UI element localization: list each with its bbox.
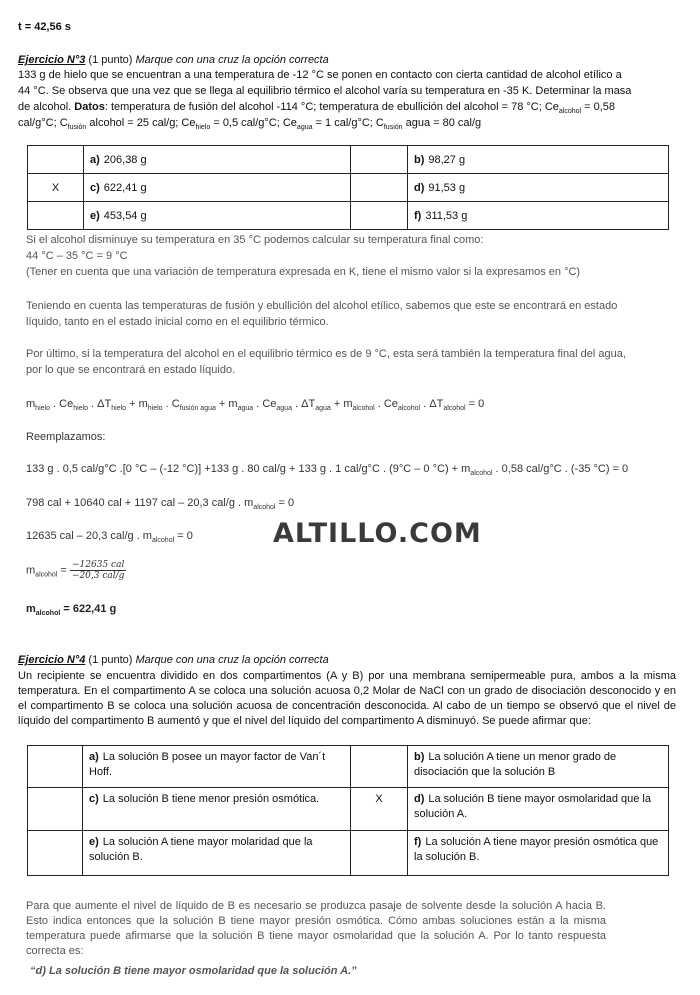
reemplazamos-label: Reemplazamos: — [26, 431, 106, 443]
ex4-options-table — [27, 745, 669, 876]
option-f: f) La solución A tiene mayor presión osmótica que la solución B. — [408, 831, 669, 876]
mark-cell-c[interactable]: X — [28, 174, 84, 202]
ex3-statement-3: de alcohol. Datos: temperatura de fusión del alcohol -114 °C; temperatura de ebullición del alcohol = 78 °C; $Ce_{alcohol} = 0,58$ — [18, 101, 616, 116]
ex3-data-line: : temperatura de fusión del alcohol -114 °C; temperatura de ebullición del alcohol = 78 °C; Ce — [104, 101, 559, 113]
options-row — [28, 831, 669, 876]
mark-cell-b[interactable] — [351, 146, 408, 174]
options-row — [28, 174, 669, 202]
ex3-title-points: (1 punto) — [85, 54, 136, 66]
option-e: e) La solución A tiene mayor molaridad que la solución B. — [83, 831, 351, 876]
mark-cell-e[interactable] — [28, 831, 83, 876]
ex4-statement: Un recipiente se encuentra dividido en dos compartimentos (A y B) por una membrana semipermeable pura, ambos a la misma temperatura. En el compartimento A se coloca una solución acuosa 0,2 Molar de NaCl con un grado de disociación desconocido y en el compartimento B se coloca una solución acuosa de concentración desconocida. Al cabo de un tiempo se observó que el nivel de líquido del compartimento B aumentó y que el nivel del líquido del compartimento A disminuyó. Se puede afirmar que: — [18, 670, 676, 727]
equation-step4: 12635 cal – 20,3 cal/g . $m_{alcohol} = 0$ — [26, 530, 193, 545]
options-row — [28, 202, 669, 230]
option-a: a) 206,38 g — [84, 146, 351, 174]
equation-fraction: $m_{alcohol}$ = $\frac{\text{−12635 cal}}{\text{−20,3 cal/g}}$ — [26, 560, 125, 581]
mark-cell-a[interactable] — [28, 746, 83, 788]
equation-step3: 798 cal + 10640 cal + 1197 cal – 20,3 cal/g . $m_{alcohol} = 0$ — [26, 497, 295, 512]
altillo-watermark: ALTILLO.COM — [273, 518, 482, 549]
option-f: f) 311,53 g — [408, 202, 669, 230]
ex4-title — [18, 653, 329, 668]
option-b: b) La solución A tiene un menor grado de disociación que la solución B — [408, 746, 669, 788]
ex3-expl1-line2: 44 °C – 35 °C = 9 °C — [26, 250, 128, 262]
option-d: d) La solución B tiene mayor osmolaridad que la solución A. — [408, 788, 669, 831]
fraction: $\frac{\text{−12635 cal}}{\text{−20,3 cal/g}}$ — [71, 560, 125, 581]
mark-cell-f[interactable] — [351, 202, 408, 230]
options-row — [28, 788, 669, 831]
ex4-title-points: (1 punto) — [85, 654, 136, 666]
option-d: d) 91,53 g — [408, 174, 669, 202]
option-a: a) La solución B posee un mayor factor de Van´t Hoff. — [83, 746, 351, 788]
ex3-expl3-line2: por lo que se encontrará en estado líquido. — [26, 364, 236, 376]
mark-cell-d[interactable]: X — [351, 788, 408, 831]
result: $m_{alcohol} = 622,41$ g — [26, 603, 117, 618]
options-row — [28, 746, 669, 788]
option-c: c) La solución B tiene menor presión osmótica. — [83, 788, 351, 831]
ex3-statement-1: 133 g de hielo que se encuentran a una temperatura de -12 °C se ponen en contacto con cierta cantidad de alcohol etílico a — [18, 69, 622, 81]
ex4-title-instruction: Marque con una cruz la opción correcta — [135, 654, 329, 666]
top-result: t = 42,56 s — [18, 21, 71, 33]
option-c: c) 622,41 g — [84, 174, 351, 202]
ex3-title-instruction: Marque con una cruz la opción correcta — [135, 54, 329, 66]
option-b: b) 98,27 g — [408, 146, 669, 174]
ex3-statement-3-text: de alcohol. — [18, 101, 72, 113]
ex3-expl3-line1: Por último, si la temperatura del alcohol en el equilibrio térmico es de 9 °C, esta será también la temperatura final del agua, — [26, 348, 626, 360]
mark-cell-e[interactable] — [28, 202, 84, 230]
equation-substituted: 133 g . 0,5 cal/g°C .[0 °C – (-12 °C)] +133 g . 80 cal/g + 133 g . 1 cal/g°C . (9°C – 0 $^\circ C) + m_{alcohol}$ . 0,58 cal/g°C . (-35 °C) = 0 — [26, 463, 629, 478]
mark-cell-b[interactable] — [351, 746, 408, 788]
mark-cell-c[interactable] — [28, 788, 83, 831]
ex3-expl2-line2: líquido, tanto en el estado inicial como en el equilibrio térmico. — [26, 316, 329, 328]
ex3-expl1-line1: Si el alcohol disminuye su temperatura en 35 °C podemos calcular su temperatura final como: — [26, 234, 484, 246]
ex3-expl1-line3: (Tener en cuenta que una variación de temperatura expresada en K, tiene el mismo valor si la expresamos en °C) — [26, 266, 581, 278]
mark-cell-f[interactable] — [351, 831, 408, 876]
ex3-title — [18, 53, 329, 68]
ex3-options-table — [27, 145, 669, 230]
options-row — [28, 146, 669, 174]
ex3-data-label: Datos — [74, 101, 105, 113]
ex4-answer: “d) La solución B tiene mayor osmolaridad que la solución A.” — [30, 965, 357, 977]
ex3-data-line2: cal/g°C; $C_{fusión}$ alcohol = 25 cal/g; $Ce_{hielo} = 0,5$ cal/g°C; $Ce_{agua} = 1$ cal/g°C; $C_{fusión}$ agua = 80 cal/g — [18, 117, 482, 132]
ex3-expl2-line1: Teniendo en cuenta las temperaturas de fusión y ebullición del alcohol etílico, sabemos que este se encontrará en estado — [26, 300, 618, 312]
mark-cell-d[interactable] — [351, 174, 408, 202]
ex4-explanation: Para que aumente el nivel de líquido de B es necesario se produzca pasaje de solvente desde la solución A hacia B. Esto indica entonces que la solución B tiene mayor presión osmótica. Cómo ambas soluciones están a la misma temperatura puede afirmarse que la solución B tiene mayor osmolaridad que la solución A. Por lo tanto respuesta correcta es: — [26, 900, 606, 957]
equation-balance: $m_{hielo}$ . $Ce_{hielo}$ . $\Delta T_{hielo} + m_{hielo}$ . $C_{fusión agua} + m_{agua}$ . $Ce_{agua}$ . $\Delta T_{agua} + m_{alcohol}$ . $Ce_{alcohol}$ . $\Delta T_{alcohol} = 0$ — [26, 398, 485, 413]
ex4-title-label: Ejercicio N°4 — [18, 654, 86, 666]
ex3-title-label: Ejercicio N°3 — [18, 54, 86, 66]
mark-cell-a[interactable] — [28, 146, 84, 174]
option-e: e) 453,54 g — [84, 202, 351, 230]
ex3-statement-2: 44 °C. Se observa que una vez que se llega al equilibrio térmico el alcohol varía su temperatura en -35 K. Determinar la masa — [18, 85, 632, 97]
